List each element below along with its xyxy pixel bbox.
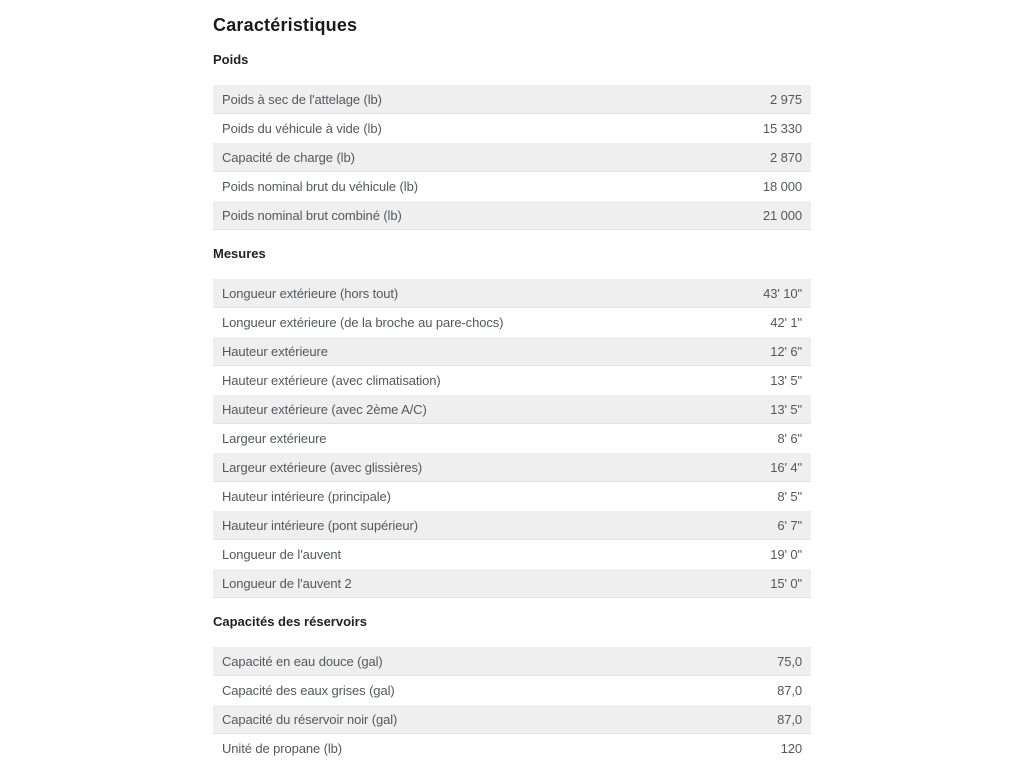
page-title: Caractéristiques (213, 15, 358, 35)
table-row (213, 85, 811, 114)
row-label: Largeur extérieure (avec glissières) (222, 459, 423, 475)
row-label: Capacité des eaux grises (gal) (222, 683, 395, 698)
spec-table-poids (213, 85, 811, 230)
row-label: Capacité du réservoir noir (gal) (222, 711, 398, 727)
row-value: 8' 5" (777, 489, 802, 504)
spec-content-column (213, 0, 811, 763)
table-row (213, 279, 811, 308)
table-row (213, 172, 811, 201)
row-label: Poids nominal brut du véhicule (lb) (222, 179, 418, 194)
table-row (213, 308, 811, 337)
row-value: 18 000 (762, 179, 802, 194)
row-label: Largeur extérieure (222, 431, 327, 446)
row-label: Unité de propane (lb) (222, 741, 343, 756)
row-value: 6' 7" (777, 517, 802, 533)
row-label: Hauteur intérieure (principale) (222, 489, 391, 504)
row-label: Poids nominal brut combiné (lb) (222, 207, 402, 223)
spec-table-capacites (213, 647, 811, 763)
table-row (213, 734, 811, 763)
row-value: 120 (780, 741, 802, 756)
row-value: 8' 6" (777, 431, 802, 446)
row-label: Poids à sec de l'attelage (lb) (222, 91, 382, 107)
row-label: Capacité de charge (lb) (222, 149, 355, 165)
row-value: 42' 1" (770, 315, 802, 330)
row-value: 43' 10" (763, 285, 802, 301)
row-label: Longueur extérieure (hors tout) (222, 285, 399, 301)
table-row (213, 453, 811, 482)
row-label: Hauteur extérieure (avec 2ème A/C) (222, 401, 427, 417)
row-value: 13' 5" (770, 373, 802, 388)
table-row (213, 114, 811, 143)
row-value: 13' 5" (770, 401, 802, 417)
row-label: Hauteur intérieure (pont supérieur) (222, 517, 418, 533)
row-label: Hauteur extérieure (avec climatisation) (222, 373, 441, 388)
table-row (213, 676, 811, 705)
table-row (213, 337, 811, 366)
row-value: 2 975 (769, 91, 802, 107)
row-value: 87,0 (777, 683, 802, 698)
table-row (213, 482, 811, 511)
table-row (213, 201, 811, 230)
row-value: 2 870 (769, 149, 802, 165)
section-header-poids: Poids (213, 52, 249, 67)
row-label: Longueur extérieure (de la broche au pare-chocs) (222, 315, 504, 330)
table-row (213, 705, 811, 734)
table-row (213, 143, 811, 172)
table-row (213, 647, 811, 676)
row-value: 12' 6" (770, 343, 802, 359)
table-row (213, 366, 811, 395)
spec-table-mesures (213, 279, 811, 598)
row-value: 21 000 (762, 207, 802, 223)
table-row (213, 569, 811, 598)
table-row (213, 395, 811, 424)
row-value: 19' 0" (770, 547, 802, 562)
row-value: 15' 0" (770, 575, 802, 591)
row-value: 16' 4" (770, 459, 802, 475)
table-row (213, 424, 811, 453)
section-header-mesures: Mesures (213, 246, 266, 261)
table-row (213, 511, 811, 540)
row-value: 15 330 (762, 121, 802, 136)
table-row (213, 540, 811, 569)
row-label: Poids du véhicule à vide (lb) (222, 121, 382, 136)
row-label: Longueur de l'auvent 2 (222, 575, 352, 591)
row-value: 87,0 (777, 711, 802, 727)
row-label: Longueur de l'auvent (222, 547, 342, 562)
row-label: Capacité en eau douce (gal) (222, 653, 383, 669)
row-label: Hauteur extérieure (222, 343, 328, 359)
section-header-capacites-reservoirs: Capacités des réservoirs (213, 614, 367, 629)
row-value: 75,0 (777, 653, 802, 669)
